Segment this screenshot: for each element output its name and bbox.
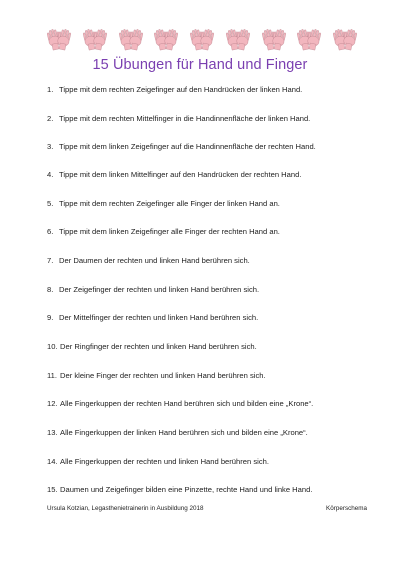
exercise-number: 1.: [47, 85, 54, 94]
exercise-text: Tippe mit dem linken Zeigefinger alle Finger der rechten Hand an.: [59, 227, 280, 237]
exercise-item: [47, 226, 367, 239]
exercise-item: [47, 284, 367, 297]
hands-icon: [328, 24, 362, 54]
exercise-number: 4.: [47, 169, 54, 179]
exercise-item: [47, 141, 367, 154]
exercise-item: [47, 312, 367, 325]
exercise-number: 15.: [47, 485, 58, 495]
exercise-number: 3.: [47, 142, 54, 152]
footer-author: Ursula Kotzian, Legasthenietrainerin in Ausbildung 2018: [47, 505, 204, 512]
exercise-number: 5.: [47, 198, 54, 208]
page-footer: [47, 505, 367, 512]
exercise-text: Der kleine Finger der rechten und linken Hand berühren sich.: [60, 370, 266, 380]
exercise-item: [47, 484, 367, 497]
exercise-item: [47, 398, 367, 411]
exercise-number: 7.: [47, 255, 54, 265]
exercise-text: Der Mittelfinger der rechten und linken Hand berühren sich.: [59, 313, 259, 323]
exercise-item: [47, 456, 367, 469]
hands-icon: [78, 24, 112, 54]
exercise-number: 11.: [47, 370, 57, 380]
hands-decoration-row: [42, 24, 362, 54]
hands-icon: [114, 24, 148, 54]
hands-icon: [42, 24, 76, 54]
exercise-text: Der Ringfinger der rechten und linken Hand berühren sich.: [60, 342, 257, 351]
exercise-text: Alle Fingerkuppen der linken Hand berühren sich und bilden eine „Krone“.: [60, 428, 308, 438]
exercise-item: [47, 198, 367, 211]
exercise-text: Tippe mit dem linken Mittelfinger auf den Handrücken der rechten Hand.: [59, 169, 302, 179]
exercise-number: 2.: [47, 113, 54, 123]
exercise-item: [47, 169, 367, 182]
exercise-item: [47, 370, 367, 383]
exercise-number: 8.: [47, 284, 54, 294]
footer-topic: Körperschema: [326, 505, 367, 512]
exercise-text: Alle Fingerkuppen der rechten und linken Hand berühren sich.: [60, 456, 269, 466]
exercise-number: 12.: [47, 399, 58, 409]
exercise-item: [47, 84, 367, 97]
exercise-item: [47, 427, 367, 440]
exercise-text: Daumen und Zeigefinger bilden eine Pinzette, rechte Hand und linke Hand.: [60, 485, 313, 495]
exercise-text: Alle Fingerkuppen der rechten Hand berühren sich und bilden eine „Krone“.: [60, 399, 314, 409]
exercise-number: 14.: [47, 456, 58, 466]
exercise-text: Tippe mit dem rechten Zeigefinger alle Finger der linken Hand an.: [59, 198, 280, 208]
page-title: 15 Übungen für Hand und Finger: [92, 57, 308, 73]
exercise-number: 9.: [47, 313, 54, 323]
exercise-text: Der Daumen der rechten und linken Hand berühren sich.: [59, 255, 250, 265]
exercise-text: Tippe mit dem linken Zeigefinger auf die Handinnenfläche der rechten Hand.: [59, 142, 316, 152]
hands-icon: [221, 24, 255, 54]
exercise-number: 10.: [47, 342, 58, 351]
exercise-text: Der Zeigefinger der rechten und linken Hand berühren sich.: [59, 284, 260, 294]
hands-icon: [149, 24, 183, 54]
exercise-text: Tippe mit dem rechten Mittelfinger in die Handinnenfläche der linken Hand.: [59, 113, 311, 123]
exercise-list: [47, 84, 367, 513]
hands-icon: [185, 24, 219, 54]
exercise-item: [47, 113, 367, 126]
hands-icon: [257, 24, 291, 54]
hands-icon: [292, 24, 326, 54]
exercise-item: [47, 255, 367, 268]
exercise-number: 13.: [47, 428, 58, 438]
exercise-text: Tippe mit dem rechten Zeigefinger auf den Handrücken der linken Hand.: [59, 85, 303, 94]
exercise-item: [47, 341, 367, 354]
exercise-number: 6.: [47, 227, 54, 237]
